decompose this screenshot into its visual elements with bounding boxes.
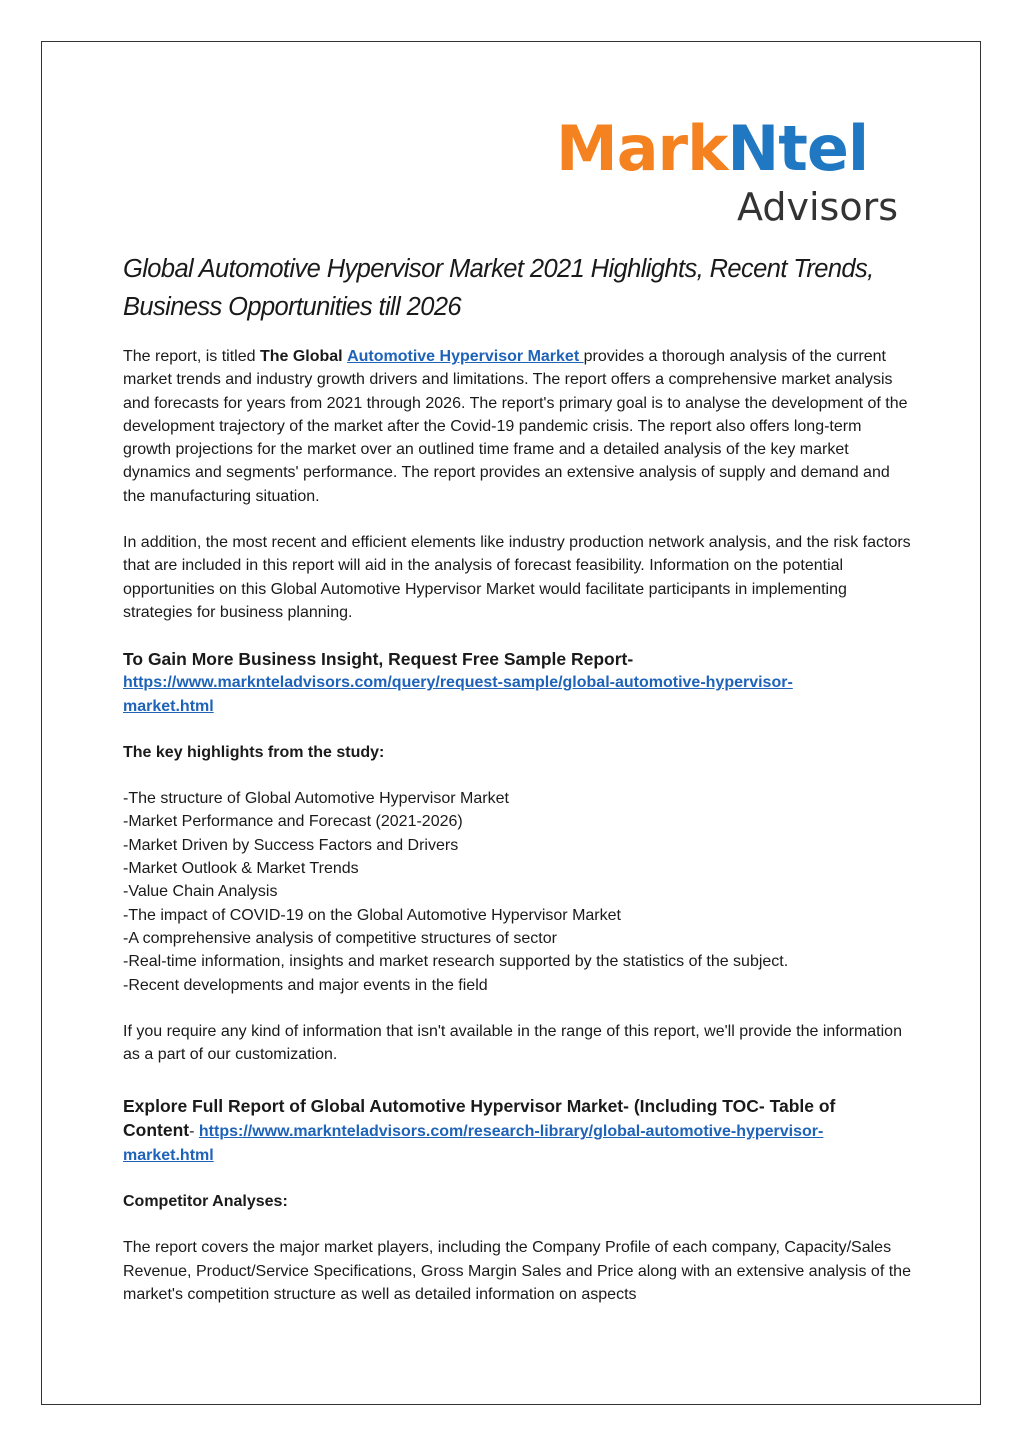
list-item: -Market Outlook & Market Trends (123, 860, 359, 878)
logo-mark-text: Mark (556, 112, 728, 185)
explore-dash: - (189, 1123, 199, 1141)
intro-bold-lead: The Global (259, 348, 343, 365)
title-line-2: Business Opportunities till 2026 (123, 293, 461, 321)
additional-paragraph: In addition, the most recent and efficient elements like industry production network analysis, and the risk factors that are included in this report will aid in the analysis of forecast feasibility. Information on the potential opportunities on this Global Automotive Hypervisor Market would facilitate participants in implementing strategies for business planning. (123, 534, 911, 621)
market-link[interactable]: Automotive Hypervisor Market (347, 348, 584, 365)
explore-heading-line-1: Explore Full Report of Global Automotive Hypervisor Market- (Including TOC- Table of (123, 1096, 836, 1117)
competitor-heading: Competitor Analyses: (123, 1193, 288, 1211)
explore-report-cta (123, 1094, 913, 1167)
list-item: -Value Chain Analysis (123, 883, 278, 901)
list-item: -Market Performance and Forecast (2021-2026) (123, 813, 463, 831)
sample-report-heading: To Gain More Business Insight, Request Free Sample Report- (123, 649, 634, 670)
intro-lead: The report, is titled (123, 348, 260, 365)
sample-url-line-2: market.html (123, 697, 214, 715)
logo-wordmark (556, 112, 869, 185)
competitor-paragraph: The report covers the major market players, including the Company Profile of each company, Capacity/Sales Revenue, Product/Service Specifications, Gross Margin Sales and Price along with an extensive analysis of the market's competition structure as well as detailed information on aspects (123, 1239, 911, 1303)
highlights-list (123, 787, 913, 997)
logo-advisors-text: Advisors (737, 185, 898, 229)
customization-paragraph: If you require any kind of information that isn't available in the range of this report, we'll provide the information as a part of our customization. (123, 1022, 902, 1064)
explore-url-line-2: market.html (123, 1146, 214, 1164)
sample-report-cta (123, 647, 913, 718)
intro-paragraph (123, 345, 913, 508)
explore-url-line-1: https://www.marknteladvisors.com/research-library/global-automotive-hypervisor- (198, 1123, 824, 1141)
explore-report-link[interactable] (123, 1123, 823, 1163)
document-body (123, 250, 913, 1306)
logo-ntel-text: Ntel (727, 112, 869, 185)
explore-heading-line-2: Content (123, 1120, 190, 1141)
list-item: -Recent developments and major events in the field (123, 976, 488, 994)
sample-report-link[interactable] (123, 674, 793, 714)
list-item: -Market Driven by Success Factors and Drivers (123, 836, 459, 854)
sample-url-line-1: https://www.marknteladvisors.com/query/request-sample/global-automotive-hypervisor- (123, 674, 793, 692)
document-title (123, 250, 913, 326)
highlights-heading: The key highlights from the study: (123, 743, 385, 761)
list-item: -A comprehensive analysis of competitive structures of sector (123, 929, 557, 947)
list-item: -The structure of Global Automotive Hypervisor Market (123, 790, 509, 808)
list-item: -Real-time information, insights and market research supported by the statistics of the subject. (123, 953, 789, 971)
list-item: -The impact of COVID-19 on the Global Automotive Hypervisor Market (123, 906, 621, 924)
marknteladvisors-logo (556, 112, 902, 234)
title-line-1: Global Automotive Hypervisor Market 2021 Highlights, Recent Trends, (123, 255, 874, 283)
intro-rest: provides a thorough analysis of the current market trends and industry growth drivers and limitations. The report offers a comprehensive market analysis and forecasts for years from 2021 through 2026. The report's primary goal is to analyse the development of the development trajectory of the market after the Covid-19 pandemic crisis. The report also offers long-term growth projections for the market over an outlined time frame and a detailed analysis of the key market dynamics and segments' performance. The report provides an extensive analysis of supply and demand and the manufacturing situation. (123, 348, 908, 505)
